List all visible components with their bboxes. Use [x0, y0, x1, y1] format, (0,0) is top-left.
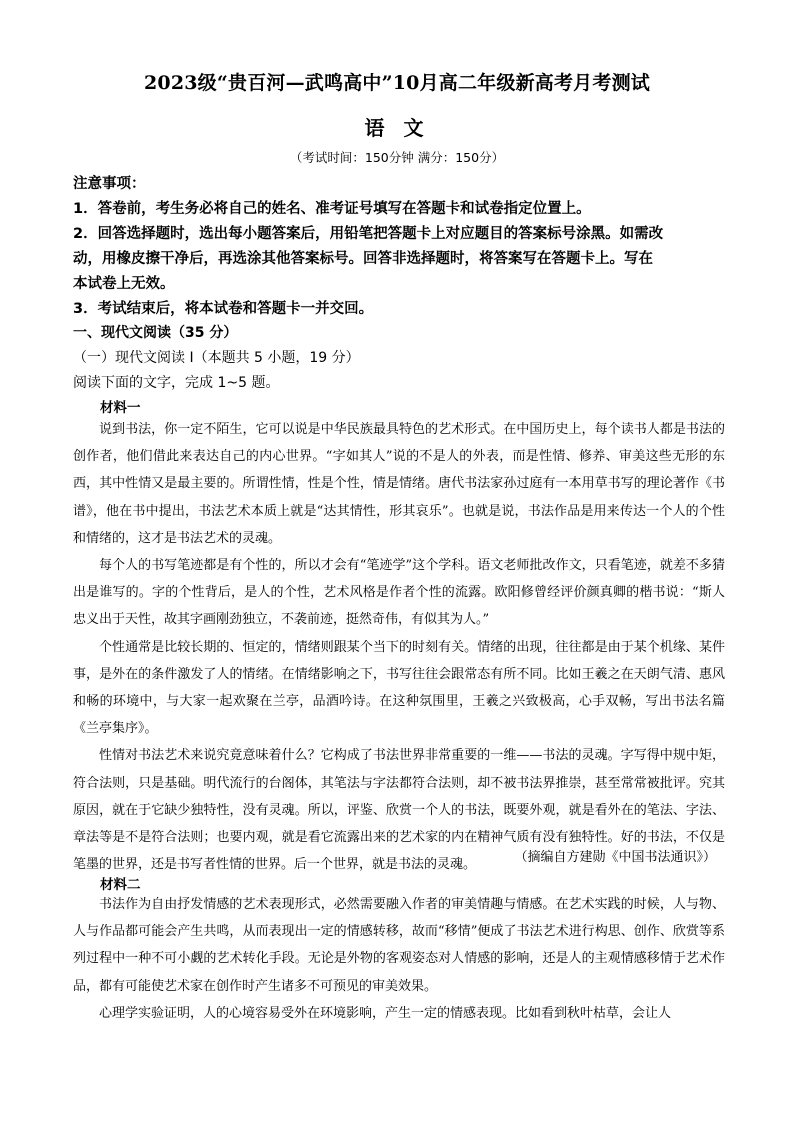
material-one-text — [73, 416, 725, 878]
section-heading: 一、现代文阅读（35 分） — [73, 325, 238, 341]
notes-line: 本试卷上无效。 — [73, 276, 175, 292]
subject-title: 语 文 — [364, 116, 430, 140]
notes-line: 动，用橡皮擦干净后，再选涂其他答案标号。回答非选择题时，将答案写在答题卡上。写在 — [73, 251, 653, 267]
material-two-label: 材料二 — [100, 877, 141, 893]
paragraph: 性情对书法艺术来说究竟意味着什么？它构成了书法世界非常重要的一维——书法的灵魂。字写得中规中矩，符合法则，只是基础。明代流行的台阁体，其笔法与字法都符合法则，却不被书法界推崇，甚至常常被批评。究其原因，就在于它缺少独特性，没有灵魂。所以，评鉴、欣赏一个人的书法，既要外观，就是看外在的笔法、字法、章法等是不是符合法则；也要内观，就是看它流露出来的艺术家的内在精神气质有没有独特性。好的书法，不仅是笔墨的世界，还是书写者性情的世界。后一个世界，就是书法的灵魂。 — [73, 748, 725, 873]
notes-line: 1．答卷前，考生务必将自己的姓名、准考证号填写在答题卡和试卷指定位置上。 — [73, 201, 591, 217]
paragraph: 个性通常是比较长期的、恒定的，情绪则跟某个当下的时刻有关。情绪的出现，往往都是由于某个机缘、某件事，是外在的条件激发了人的情绪。在情绪影响之下，书写往往会跟常态有所不同。比如王羲之在天朗气清、惠风和畅的环境中，与大家一起欢聚在兰亭，品酒吟诗。在这种氛围里，王羲之兴致极高，心手双畅，写出书法名篇《兰亭集序》。 — [73, 639, 725, 737]
subsection-heading: （一）现代文阅读 I（本题共 5 小题，19 分） — [73, 350, 360, 366]
material-one-label: 材料一 — [100, 400, 141, 416]
material-two-text — [73, 891, 725, 1027]
paragraph: 心理学实验证明，人的心境容易受外在环境影响，产生一定的情感表现。比如看到秋叶枯草，会让人 — [99, 1005, 672, 1021]
paragraph: 每个人的书写笔迹都是有个性的，所以才会有“笔迹学”这个学科。语文老师批改作文，只看笔迹，就差不多猜出是谁写的。字的个性背后，是人的个性，艺术风格是作者个性的流露。欧阳修曾经评价颜真卿的楷书说：“斯人忠义出于天性，故其字画刚劲独立，不袭前迹，挺然奇伟，有似其为人。” — [73, 558, 725, 628]
notes-heading: 注意事项： — [73, 176, 146, 192]
paragraph: 说到书法，你一定不陌生，它可以说是中华民族最具特色的艺术形式。在中国历史上，每个读书人都是书法的创作者，他们借此来表达自己的内心世界。“字如其人”说的不是人的外表，而是性情、修养、审美这些无形的东西，其中性情又是最主要的。所谓性情，性是个性，情是情绪。唐代书法家孙过庭有一本用草书写的理论著作《书谱》，他在书中提出，书法艺术本质上就是“达其情性，形其哀乐”。也就是说，书法作品是用来传达一个人的个性和情绪的，这才是书法艺术的灵魂。 — [73, 422, 725, 546]
reading-instruction: 阅读下面的文字，完成 1~5 题。 — [73, 375, 280, 391]
exam-info: （考试时间：150分钟 满分：150分） — [289, 150, 505, 165]
notes-line: 3．考试结束后，将本试卷和答题卡一并交回。 — [73, 301, 374, 317]
material-one-source: （摘编自方建勋《中国书法通识》） — [514, 850, 716, 865]
notes-line: 2．回答选择题时，选出每小题答案后，用铅笔把答题卡上对应题目的答案标号涂黑。如需改 — [73, 226, 664, 242]
paragraph: 书法作为自由抒发情感的艺术表现形式，必然需要融入作者的审美情趣与情感。在艺术实践的时候，人与物、人与作品都可能会产生共鸣，从而表现出一定的情感转移，故而“移情”便成了书法艺术进行构思、创作、欣赏等系列过程中一种不可小觑的艺术转化手段。无论是外物的客观姿态对人情感的影响，还是人的主观情感移情于艺术作品，都有可能使艺术家在创作时产生诸多不可预见的审美效果。 — [73, 897, 725, 994]
exam-title: 2023级“贵百河—武鸣高中”10月高二年级新高考月考测试 — [144, 72, 650, 94]
